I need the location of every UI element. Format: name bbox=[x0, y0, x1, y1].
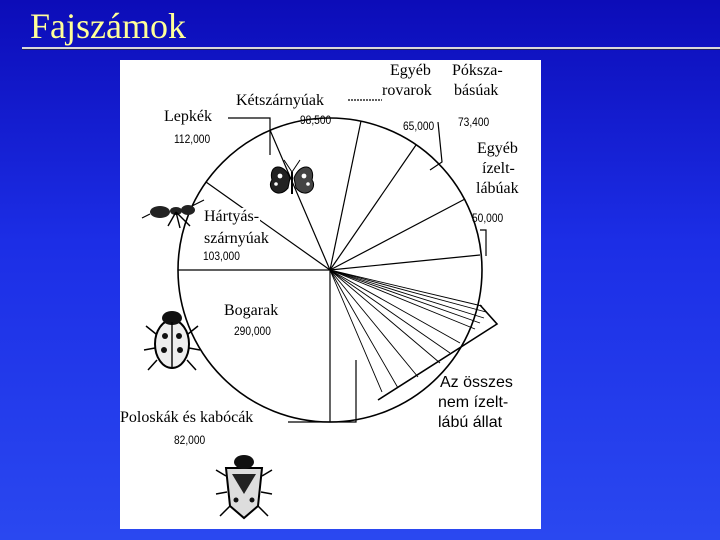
label-egyeb-rovarok-line1: Egyéb bbox=[390, 62, 431, 79]
value-egyeb-izelt: 50,000 bbox=[472, 211, 504, 225]
value-ketszarnyuak: 98,500 bbox=[300, 113, 332, 127]
value-bogarak: 290,000 bbox=[234, 324, 271, 338]
label-hartyas-line1: Hártyás- bbox=[204, 208, 260, 225]
label-egyeb-rovarok-line2: rovarok bbox=[382, 82, 432, 99]
pie-figure-panel bbox=[120, 60, 541, 529]
leader-poloskak bbox=[288, 360, 356, 422]
value-lepkek: 112,000 bbox=[174, 132, 211, 146]
value-egyeb-rovarok: 65,000 bbox=[403, 119, 435, 133]
slide-title: Fajszámok bbox=[30, 6, 186, 46]
value-hartyas: 103,000 bbox=[203, 249, 240, 263]
label-group-line3: lábú állat bbox=[438, 414, 503, 431]
ant-icon bbox=[142, 200, 204, 228]
label-hartyas-line2: szárnyúak bbox=[204, 230, 269, 247]
label-poksza-line1: Póksza- bbox=[452, 62, 503, 79]
label-poloskak: Poloskák és kabócák bbox=[120, 409, 254, 426]
title-divider-shadow bbox=[22, 49, 720, 50]
label-egyeb-izelt-line3: lábúak bbox=[476, 180, 519, 197]
shield-bug-icon bbox=[216, 455, 272, 518]
butterfly-icon bbox=[270, 160, 313, 194]
label-egyeb-izelt-line1: Egyéb bbox=[477, 140, 518, 157]
label-poksza-line2: básúak bbox=[454, 82, 499, 99]
value-poloskak: 82,000 bbox=[174, 433, 206, 447]
label-bogarak: Bogarak bbox=[224, 302, 279, 319]
slice-boundary-poksza-izelt bbox=[330, 199, 465, 270]
leader-lepkek bbox=[228, 118, 270, 155]
slice-boundary-izelt-group bbox=[330, 255, 480, 270]
label-group-line2: nem ízelt- bbox=[438, 394, 509, 411]
species-pie-chart bbox=[120, 60, 541, 529]
label-lepkek: Lepkék bbox=[164, 108, 212, 125]
label-ketszarnyuak: Kétszárnyúak bbox=[236, 92, 324, 109]
value-poksza: 73,400 bbox=[458, 115, 490, 129]
beetle-icon bbox=[144, 311, 200, 370]
label-group-line1: Az összes bbox=[440, 374, 513, 391]
label-egyeb-izelt-line2: ízelt- bbox=[482, 160, 515, 177]
